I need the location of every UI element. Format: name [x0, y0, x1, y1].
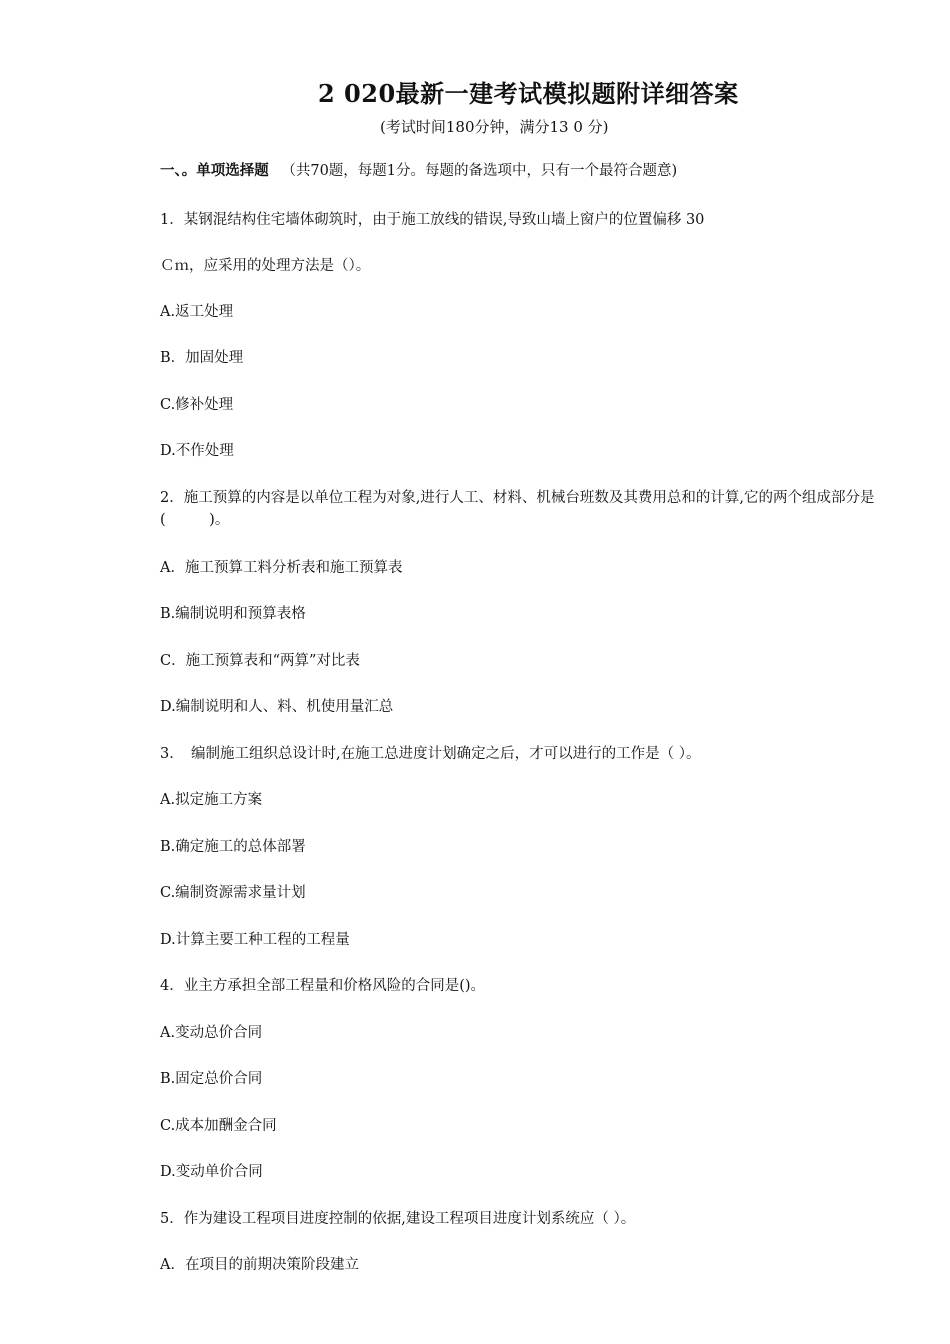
question-1-option-d: D.不作处理 — [160, 443, 234, 459]
question-3-option-d: D.计算主要工种工程的工程量 — [160, 932, 350, 948]
document-title: 2 020最新一建考试模拟题附详细答案 — [318, 79, 739, 108]
question-5-stem: 5．作为建设工程项目进度控制的依据,建设工程项目进度计划系统应（ ）。 — [160, 1211, 636, 1227]
question-1-option-a: A.返工处理 — [160, 304, 234, 320]
question-1-stem-line2: Ｃｍ，应采用的处理方法是（）。 — [160, 258, 371, 274]
question-2-option-c: C．施工预算表和“两算”对比表 — [160, 653, 360, 669]
question-1-stem-line1: 1．某钢混结构住宅墙体砌筑时，由于施工放线的错误,导致山墙上窗户的位置偏移 30 — [160, 212, 705, 228]
question-2-option-d: D.编制说明和人、料、机使用量汇总 — [160, 699, 394, 715]
question-2-option-b: B.编制说明和预算表格 — [160, 606, 306, 622]
question-4-option-b: B.固定总价合同 — [160, 1071, 263, 1087]
question-4-option-c: C.成本加酬金合同 — [160, 1118, 277, 1134]
question-2-option-a: A．施工预算工料分析表和施工预算表 — [160, 560, 403, 576]
question-3-stem: 3． 编制施工组织总设计时,在施工总进度计划确定之后，才可以进行的工作是（ ）。 — [160, 746, 701, 762]
section-note: （共70题，每题1分。每题的备选项中，只有一个最符合题意) — [281, 163, 678, 179]
section-heading-line — [160, 161, 677, 181]
question-1-option-b: B．加固处理 — [160, 350, 244, 366]
question-4-option-d: D.变动单价合同 — [160, 1164, 263, 1180]
document-subtitle: (考试时间180分钟，满分13 0 分) — [380, 118, 609, 136]
question-4-stem: 4．业主方承担全部工程量和价格风险的合同是()。 — [160, 978, 486, 994]
question-4-option-a: A.变动总价合同 — [160, 1025, 263, 1041]
question-2-stem: 2．施工预算的内容是以单位工程为对象,进行人工、材料、机械台班数及其费用总和的计算,它的两个组成部分是( )。 — [160, 490, 875, 528]
question-1-option-c: C.修补处理 — [160, 397, 234, 413]
question-3-option-a: A.拟定施工方案 — [160, 792, 263, 808]
question-3-option-c: C.编制资源需求量计划 — [160, 885, 306, 901]
question-3-option-b: B.确定施工的总体部署 — [160, 839, 306, 855]
section-heading: 一、。单项选择题 — [160, 162, 269, 179]
question-5-option-a: A．在项目的前期决策阶段建立 — [160, 1257, 359, 1273]
